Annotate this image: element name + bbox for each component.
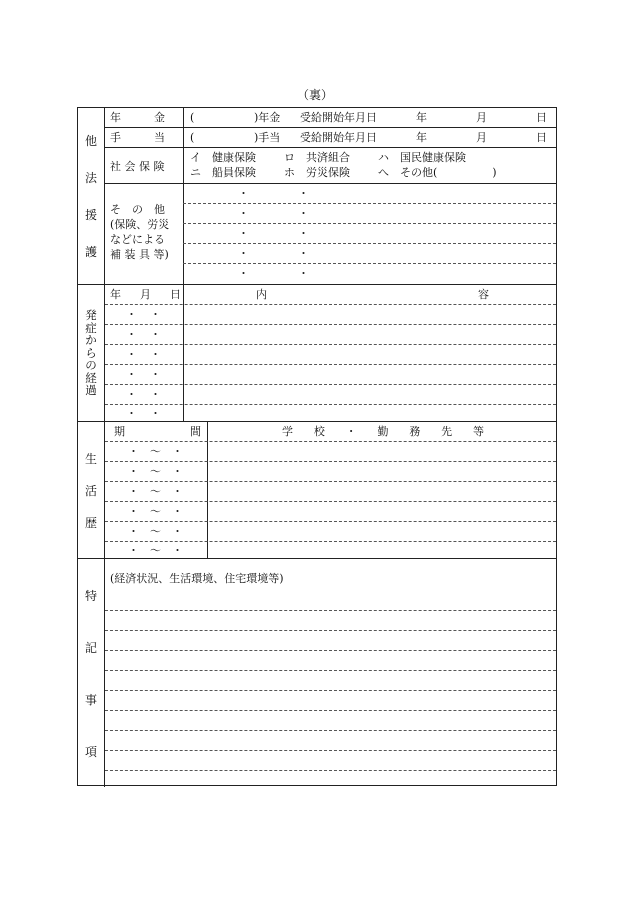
others-date-dot: ・ [298, 187, 309, 200]
pension-year: 年 [416, 111, 427, 124]
progress-date-dot: ・ [150, 407, 161, 420]
dashed-rule [183, 203, 556, 204]
special-notes-label: 特 記 事 項 [78, 559, 105, 787]
social-insurance-option-he[interactable]: へ その他( ) [378, 166, 497, 179]
others-date-dot: ・ [298, 267, 309, 280]
allowance-day: 日 [536, 131, 547, 144]
dashed-rule [105, 521, 556, 522]
dashed-rule [105, 501, 556, 502]
dashed-rule [105, 364, 556, 365]
progress-header-year: 年 [110, 288, 121, 301]
progress-date-dot: ・ [126, 407, 137, 420]
life-period-mark: ・ 〜 ・ [128, 445, 183, 458]
other-aid-column-divider [183, 108, 184, 284]
dashed-rule [105, 344, 556, 345]
other-aid-label: 他 法 援 護 [78, 108, 105, 284]
special-notes-textarea[interactable] [106, 589, 556, 787]
divider [105, 127, 556, 128]
progress-date-dot: ・ [126, 368, 137, 381]
life-header-school: 学 校 ・ 勤 務 先 等 [282, 425, 484, 438]
progress-date-dot: ・ [126, 348, 137, 361]
others-label-line2: (保険、労災 [110, 218, 170, 231]
others-label-line4: 補 装 具 等) [110, 248, 169, 261]
progress-date-dot: ・ [126, 308, 137, 321]
life-column-divider [207, 422, 208, 558]
pension-start-label: 受給開始年月日 [300, 111, 377, 124]
dashed-rule [105, 324, 556, 325]
dashed-rule [105, 404, 556, 405]
dashed-rule [105, 750, 556, 751]
other-aid-section [78, 108, 556, 284]
social-insurance-option-ro[interactable]: ロ 共済組合 [284, 151, 350, 164]
progress-date-dot: ・ [126, 388, 137, 401]
others-label-line1: そ の 他 [110, 203, 165, 216]
social-insurance-option-i[interactable]: イ 健康保険 [190, 151, 256, 164]
progress-header-month: 月 [140, 288, 151, 301]
progress-date-dot: ・ [150, 308, 161, 321]
allowance-type-field[interactable] [198, 129, 256, 145]
dashed-rule [105, 461, 556, 462]
social-insurance-option-ha[interactable]: ハ 国民健康保険 [378, 151, 466, 164]
others-date-dot: ・ [298, 247, 309, 260]
life-header-period-2: 間 [190, 425, 201, 438]
special-notes-hint: (経済状況、生活環境、住宅環境等) [110, 572, 284, 585]
dashed-rule [105, 770, 556, 771]
life-history-label: 生 活 歴 [78, 422, 105, 558]
allowance-month: 月 [476, 131, 487, 144]
progress-header-content-2: 容 [478, 288, 489, 301]
allowance-year: 年 [416, 131, 427, 144]
progress-header-day: 日 [170, 288, 181, 301]
dashed-rule [183, 243, 556, 244]
others-label-line3: などによる [110, 233, 165, 246]
progress-date-dot: ・ [126, 328, 137, 341]
others-date-dot: ・ [238, 267, 249, 280]
others-date-dot: ・ [298, 227, 309, 240]
dashed-rule [183, 223, 556, 224]
progress-column-divider [183, 285, 184, 421]
dashed-rule [105, 630, 556, 631]
life-period-mark: ・ 〜 ・ [128, 465, 183, 478]
divider [105, 147, 556, 148]
others-date-dot: ・ [238, 247, 249, 260]
life-period-mark: ・ 〜 ・ [128, 485, 183, 498]
life-period-mark: ・ 〜 ・ [128, 525, 183, 538]
dashed-rule [105, 730, 556, 731]
progress-date-dot: ・ [150, 328, 161, 341]
social-insurance-option-ho[interactable]: ホ 労災保険 [284, 166, 350, 179]
dashed-rule [105, 650, 556, 651]
allowance-start-label: 受給開始年月日 [300, 131, 377, 144]
others-date-dot: ・ [238, 227, 249, 240]
divider [105, 183, 556, 184]
progress-date-dot: ・ [150, 348, 161, 361]
page-title: （裏） [296, 88, 333, 102]
dashed-rule [105, 481, 556, 482]
dashed-rule [105, 610, 556, 611]
dashed-rule [105, 304, 556, 305]
pension-month: 月 [476, 111, 487, 124]
others-date-dot: ・ [238, 207, 249, 220]
allowance-label: 手 当 [110, 131, 165, 144]
pension-suffix: )年金 [254, 111, 281, 124]
progress-header-content-1: 内 [256, 288, 267, 301]
progress-section [78, 284, 556, 421]
life-header-period-1: 期 [114, 425, 125, 438]
pension-day: 日 [536, 111, 547, 124]
life-period-mark: ・ 〜 ・ [128, 544, 183, 557]
life-period-mark: ・ 〜 ・ [128, 505, 183, 518]
allowance-paren-open: ( [190, 131, 195, 144]
pension-label: 年 金 [110, 111, 165, 124]
dashed-rule [105, 670, 556, 671]
progress-label: 発 症 か ら の 経 過 [78, 285, 105, 421]
dashed-rule [105, 710, 556, 711]
special-notes-section [78, 558, 556, 787]
others-date-dot: ・ [298, 207, 309, 220]
progress-date-dot: ・ [150, 368, 161, 381]
dashed-rule [183, 263, 556, 264]
allowance-suffix: )手当 [254, 131, 281, 144]
form-frame [77, 107, 557, 786]
life-history-section [78, 421, 556, 558]
progress-date-dot: ・ [150, 388, 161, 401]
others-date-dot: ・ [238, 187, 249, 200]
pension-paren-open: ( [190, 111, 195, 124]
pension-type-field[interactable] [198, 109, 256, 125]
social-insurance-label: 社 会 保 険 [110, 160, 165, 173]
dashed-rule [105, 441, 556, 442]
dashed-rule [105, 541, 556, 542]
social-insurance-option-ni[interactable]: ニ 船員保険 [190, 166, 256, 179]
dashed-rule [105, 384, 556, 385]
dashed-rule [105, 690, 556, 691]
